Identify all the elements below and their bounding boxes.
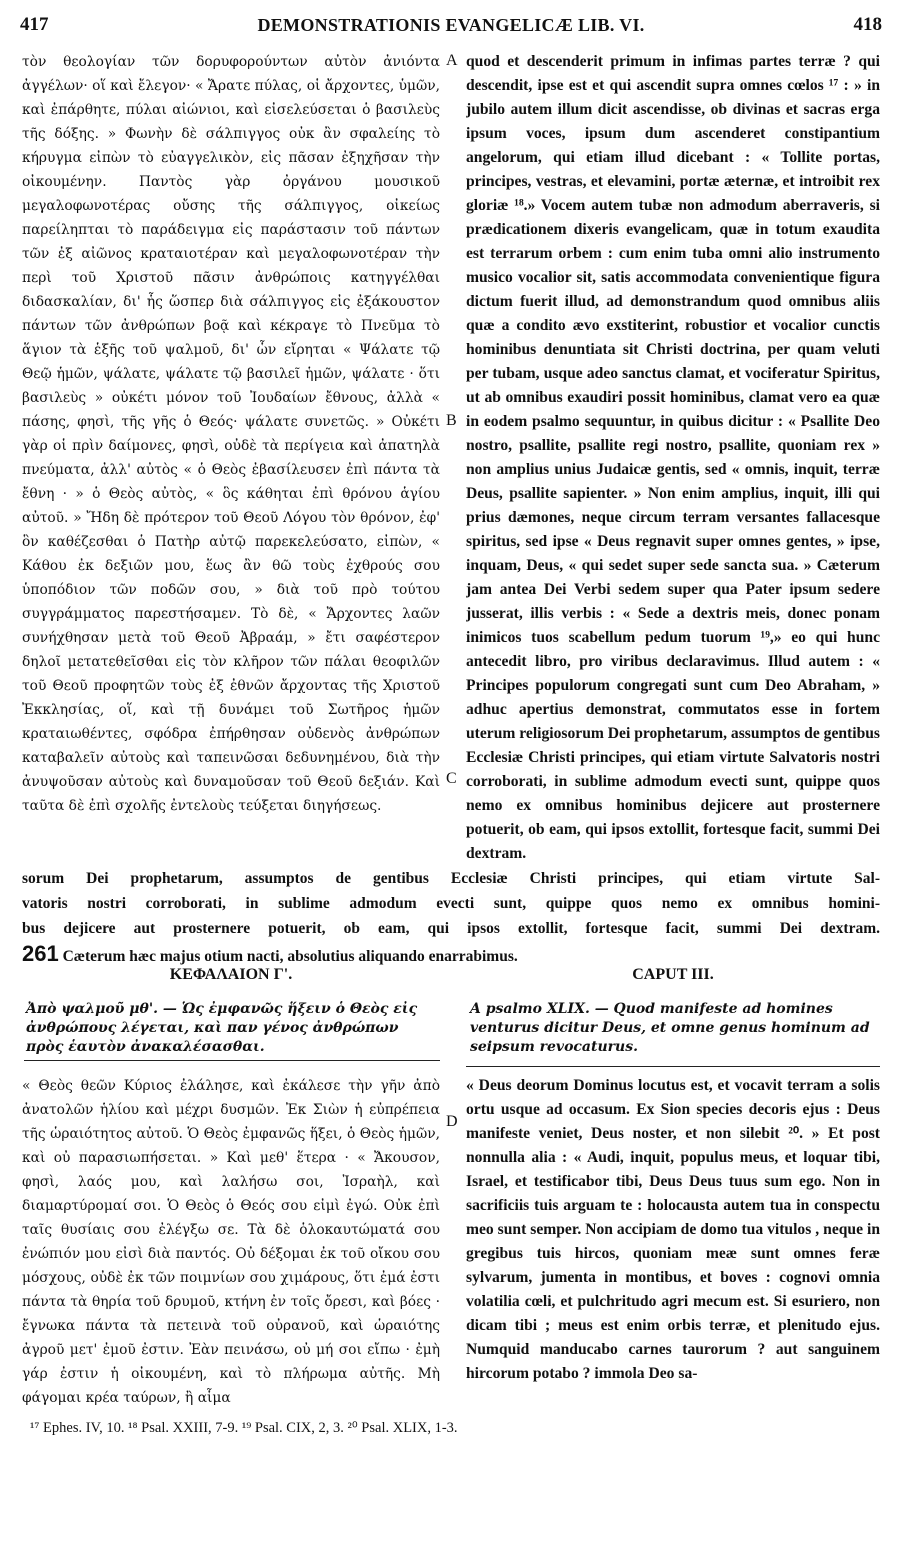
margin-letter-d: D <box>446 1113 458 1130</box>
full-width-line-4 <box>22 941 880 969</box>
greek-column-top <box>22 50 440 885</box>
margin-letter-c: C <box>446 770 457 787</box>
column-number: 261 <box>22 941 59 966</box>
full-width-line-2: vatoris nostri corroborati, in sublime admodum evecti sunt, quippe quos nemo ex omnibus homini- <box>22 895 880 912</box>
closing-sentence: Cæterum hæc majus otium nacti, absolutius aliquando enarrabimus. <box>58 948 518 965</box>
latin-column-top <box>466 50 880 885</box>
full-width-block <box>22 866 880 969</box>
full-width-line-3: bus dejicere aut prosternere potuerit, ob eam, qui ipsos extollit, fortesque facit, summi Dei dextram. <box>22 920 880 937</box>
greek-column-bottom <box>22 1074 440 1414</box>
page-number-right: 418 <box>853 14 882 35</box>
divider-right <box>466 1066 880 1067</box>
margin-letter-a: A <box>446 52 458 69</box>
latin-column-bottom <box>466 1074 880 1414</box>
chapter-summary-latin: A psalmo XLIX. — Quod manifeste ad homines venturus dicitur Deus, et omne genus hominum ad seipsum revocaturus. <box>470 1001 870 1055</box>
chapter-heading-greek: ΚΕΦΑΛΑΙΟΝ Γ'. <box>169 966 293 983</box>
greek-text-bottom: « Θεὸς θεῶν Κύριος ἐλάλησε, καὶ ἐκάλεσε τὴν γῆν ἀπὸ ἀνατολῶν ἡλίου καὶ μέχρι δυσμῶν. Ἐκ Σιὼν ἡ εὐπρέπεια τῆς ὡραιότητος αὐτοῦ. Ὁ Θεὸς ἐμφανῶς ἥξει, ὁ Θεὸς ἡμῶν, καὶ οὐ παρασιωπήσεται. » Καὶ μεθ' ἕτερα · « Ἄκουσον, φησὶ, λαός μου, καὶ λαλήσω σοι, Ἰσραὴλ, καὶ διαμαρτύρομαί σοι. Ὁ Θεὸς ὁ Θεός σου εἰμὶ ἐγώ. Οὐκ ἐπὶ ταῖς θυσίαις σου ἐλέγξω σε. Τὰ δὲ ὁλοκαυτώματά σου ἐνώπιόν μου εἰσὶ διὰ παντός. Οὐ δέξομαι ἐκ τοῦ οἴκου σου μόσχους, οὐδὲ ἐκ τῶν ποιμνίων σου χιμάρους, ὅτι ἐμά ἐστι πάντα τὰ θηρία τοῦ δρυμοῦ, κτήνη ἐν τοῖς ὄρεσι, καὶ βόες · ἔγνωκα πάντα τὰ πετεινὰ τοῦ οὐρανοῦ, καὶ ὡραιότης ἀγροῦ μετ' ἐμοῦ ἐστιν. Ἐὰν πεινάσω, οὐ μή σοι εἴπω · ἐμὴ γάρ ἐστιν ἡ οἰκουμένη, καὶ τὸ πλήρωμα αὐτῆς. Μὴ φάγομαι κρέα ταύρων, ἢ αἷμα <box>22 1078 440 1406</box>
footnotes: ¹⁷ Ephes. IV, 10. ¹⁸ Psal. XXIII, 7-9. ¹⁹ Psal. CIX, 2, 3. ²⁰ Psal. XLIX, 1-3. <box>30 1420 458 1436</box>
full-width-line-1: sorum Dei prophetarum, assumptos de gentibus Ecclesiæ Christi principes, qui etiam virtute Sal- <box>22 870 880 887</box>
latin-text-top: quod et descenderit primum in infimas partes terræ ? qui descendit, ipse est et qui ascendit supra omnes cœlos ¹⁷ : » in jubilo autem illum dicit ascendisse, ob divinas et sacras erga ipsum voces, ipsum dum ascenderet constipantium angelorum, qui etiam illud dicebant : « Tollite portas, principes, vestras, et elevamini, portæ æternæ, et introibit rex gloriæ ¹⁸.» Vocem autem tubæ non admodum aberraveris, si prædicationem dixeris evangelicam, quæ in totum exaudita est terrarum orbem : cum enim tuba omni alio instrumento musico vocalior sit, satis accommodata convenientique figura dictum fuerit illud, ad demonstrandum quod omnibus aliis quæ a condito ævo exstiterint, robustior et vocalior cunctis hominibus denuntiata sit Christi doctrina, per quam veluti per tubam, usque adeo sanctus clamat, et vociferatur Spiritus, ut ab omnibus exaudiri possit hominibus, clamat vero ea quæ in eodem psalmo sequuntur, in quibus dicitur : « Psallite Deo nostro, psallite, psallite regi nostro, psallite, quoniam rex » non amplius unius Judaicæ gentis, sed « omnis, inquit, terræ Deus, psallite sapienter. » Non enim amplius, inquit, illi qui prius dæmones, neque circum terram versantes fallacesque spiritus, sed ipse « Deus regnavit super omnes gentes, » ipse, inquam, Deus, « qui sedet super sede sancta sua. » Cæterum jam antea Dei Verbi sedem super qua Pater ipsum sedere jusserat, illis verbis : « Sede a dextris meis, donec ponam inimicos tuos scabellum pedum tuorum ¹⁹,» eo qui hunc antecedit libro, pro viribus declaravimus. Illud autem : « Principes populorum congregati sunt cum Deo Abraham, » adhuc apertius demonstrat, commutatos esse in fortem uterum religiosorum Dei prophetarum, assumptos de gentibus Ecclesiæ Christi principes, qui etiam virtute Salvatoris nostri corroborati, in sublime admodum evecti sunt, quippe quos nemo ex omnibus hominibus dejicere aut prosternere potuerit, ob eam, qui ipsos extollit, fortesque facit, summi Dei dextram. <box>466 53 880 862</box>
running-header <box>20 14 882 38</box>
chapter-summary-greek: Ἀπὸ ψαλμοῦ μθ'. — Ὡς ἐμφανῶς ἥξειν ὁ Θεὸς εἰς ἀνθρώπους λέγεται, καὶ παν γένος ἀνθρώπων πρὸς ἑαυτὸν ἀνακαλέσασθαι. <box>26 1001 418 1055</box>
page-number-left: 417 <box>20 14 49 35</box>
chapter-heading-latin: CAPUT III. <box>632 966 714 983</box>
divider-left <box>24 1060 440 1061</box>
greek-text-top: τὸν θεολογίαν τῶν δορυφορούντων αὐτὸν ἀνιόντα ἀγγέλων· οἵ καὶ ἔλεγον· « Ἄρατε πύλας, οἱ ἄρχοντες, ὑμῶν, καὶ ἐπάρθητε, πύλαι αἰώνιοι, καὶ εἰσελεύσεται ὁ βασιλεὺς τῆς δόξης. » Φωνὴν δὲ σάλπιγγος οὐκ ἂν σφαλείης τὸ κήρυγμα εἰπὼν τὸ εὐαγγελικὸν, εἰς πᾶσαν ἐξηχῆσαν τὴν οἰκουμένην. Παντὸς γὰρ ὀργάνου μουσικοῦ μεγαλοφωνοτέρας οὔσης τῆς σάλπιγγος, οἰκείως παρείληπται τὸ παράδειγμα εἰς παράστασιν τοῦ πάντων τῶν ἐξ αἰῶνος κραταιοτέραν καὶ μεγαλοφωνοτέραν τὴν περὶ τοῦ Χριστοῦ πᾶσιν ἀνθρώποις κατηγγέλθαι διδασκαλίαν, δι' ἧς ὥσπερ διὰ σάλπιγγος εἰς ἐξάκουστον πάντων τῶν ἀνθρώπων βοᾷ καὶ κέκραγε τὸ Πνεῦμα τὸ ἅγιον τὰ ἑξῆς τοῦ ψαλμοῦ, δι' ὧν εἴρηται « Ψάλατε τῷ Θεῷ ἡμῶν, ψάλατε, ψάλατε τῷ βασιλεῖ ἡμῶν, ψάλατε · ὅτι βασιλεὺς » οὐκέτι μόνον τοῦ Ἰουδαίων ἔθνους, ἀλλὰ « πάσης, φησὶ, τῆς γῆς ὁ Θεός· ψάλατε συνετῶς. » Οὐκέτι γὰρ οἱ πρὶν δαίμονες, φησὶ, οὐδὲ τὰ περίγεια καὶ ἀπατηλὰ πνεύματα, ἀλλ' αὐτὸς « ὁ Θεὸς ἐβασίλευσεν ἐπὶ πάντα τὰ ἔθνη · » ὁ Θεὸς αὐτὸς, « ὃς κάθηται ἐπὶ θρόνου ἁγίου αὐτοῦ. » Ἤδη δὲ πρότερον τοῦ Θεοῦ Λόγου τὸν θρόνον, ἐφ' ὃν καθέζεσθαι ὁ Πατὴρ αὐτῷ παρεκελεύσατο, εἰπὼν, « Κάθου ἐκ δεξιῶν μου, ἕως ἂν θῶ τοὺς ἐχθρούς σου ὑποπόδιον τῶν ποδῶν σου, » διὰ τοῦ πρὸ τούτου συγγράμματος παρεστήσαμεν. Τὸ δὲ, « Ἄρχοντες λαῶν συνήχθησαν μετὰ τοῦ Θεοῦ Ἀβραάμ, » ἔτι σαφέστερον δηλοῖ μετατεθεῖσθαι εἰς τὸν κλῆρον τῶν πάλαι θεοφιλῶν τοῦ Θεοῦ προφητῶν τοὺς ἐξ ἐθνῶν ἄρχοντας τῆς Χριστοῦ Ἐκκλησίας, οἵ, καὶ τῇ δυνάμει τοῦ Σωτῆρος ἡμῶν κραταιωθέντες, σφόδρα ἐπήρθησαν οὐδενὸς ἀνθρώπων καταβαλεῖν αὐτοὺς καὶ ταπεινῶσαι δεδυνημένου, διὰ τὴν ἀνυψοῦσαν αὐτοὺς καὶ δυναμοῦσαν τοῦ Θεοῦ δεξιάν. Καὶ ταῦτα δὲ ἐπὶ σχολῆς ἐντελοὺς τεύξεται διηγήσεως. <box>22 54 440 814</box>
running-title: DEMONSTRATIONIS EVANGELICÆ LIB. VI. <box>257 15 645 35</box>
margin-letter-b: B <box>446 412 457 429</box>
latin-text-bottom: « Deus deorum Dominus locutus est, et vocavit terram a solis ortu usque ad occasum. Ex Sion species decoris ejus : Deus manifeste veniet, Deus noster, et non silebit ²⁰. » Et post nonnulla alia : « Audi, inquit, populus meus, et loquar tibi, Israel, et testificabor tibi, Deus Deus tuus sum ego. Non in sacrificiis tuis arguam te : holocausta autem tua in conspectu meo sunt semper. Non accipiam de domo tua vitulos , neque in gregibus tuis hircos, quoniam meæ sunt omnes feræ sylvarum, jumenta in montibus, et boves : cognovi omnia volatilia cœli, et pulchritudo agri mecum est. Si esuriero, non dicam tibi ; meus est enim orbis terræ, et plenitudo ejus. Numquid manducabo carnes taurorum ? aut sanguinem hircorum potabo ? immola Deo sa- <box>466 1077 880 1382</box>
